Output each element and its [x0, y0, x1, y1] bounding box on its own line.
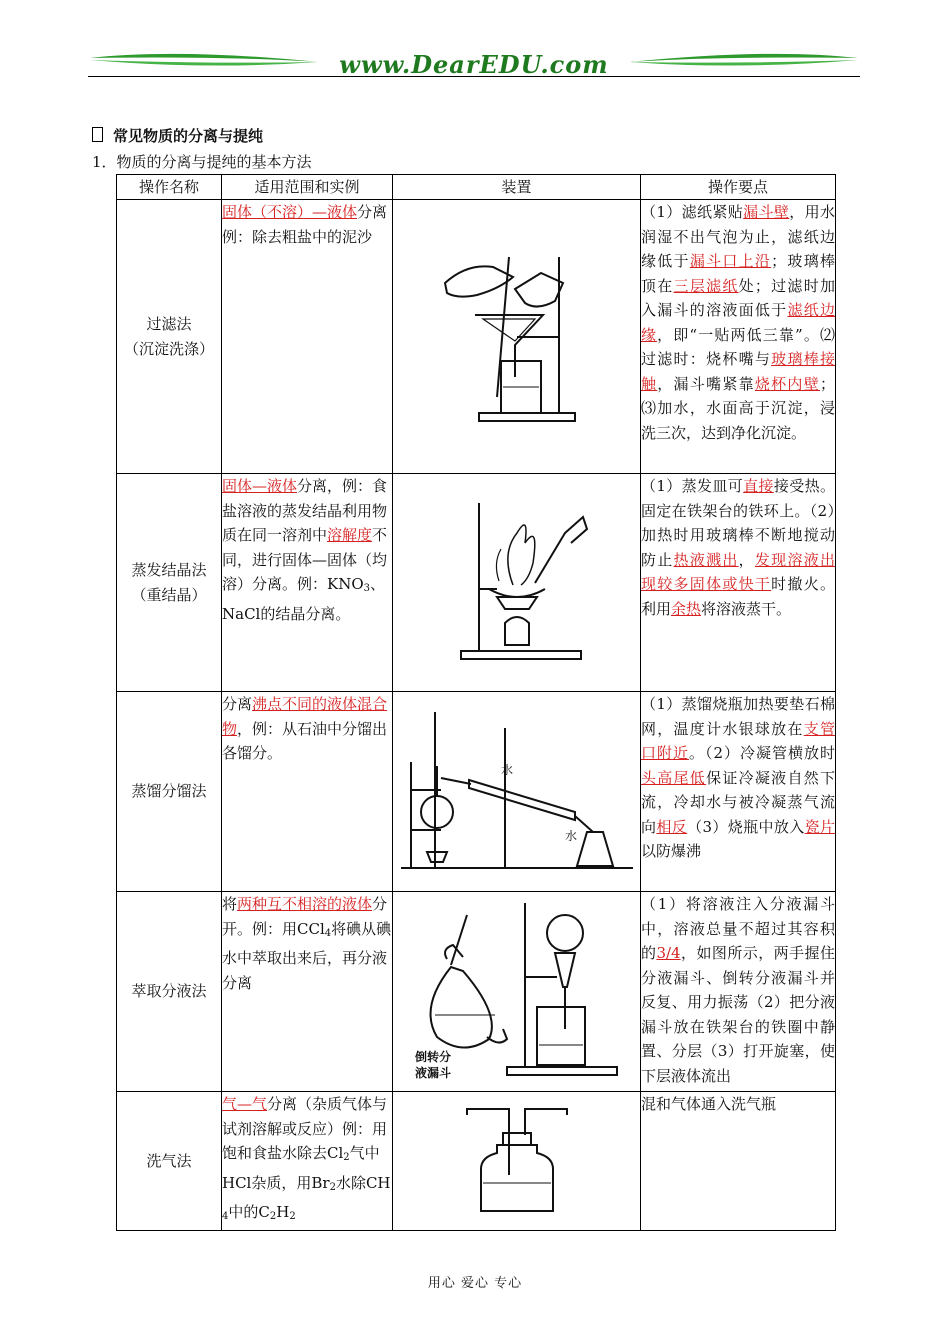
scope-cell [222, 892, 393, 1092]
text-run: 接受热。固定在铁架台的铁环上。（2）加热时用玻璃棒不断地搅动防止 [641, 477, 835, 569]
highlight-term: 溶解度 [327, 526, 373, 544]
highlight-term: 3/4 [656, 944, 681, 962]
text-run: ，漏斗嘴紧靠 [657, 374, 755, 393]
text-run: 。（2）冷凝管横放时 [689, 744, 835, 762]
text-run: 将 [222, 895, 238, 913]
text-run: （1）滤纸紧贴 [641, 203, 744, 221]
site-logo[interactable]: www.DearEDU.com [339, 50, 609, 79]
text-run: （1）将溶液注入分液漏斗中，溶液总量不超过其容积的 [641, 895, 835, 962]
table-header-row [117, 175, 836, 200]
text-run: 保证冷凝液自然下流，冷却水与被冷凝蒸气流向 [641, 768, 835, 836]
text-run: （1）蒸发皿可 [641, 477, 744, 495]
highlight-term: 漏斗口上沿 [689, 252, 772, 270]
column-header: 装置 [393, 175, 641, 200]
text-run: 时撤火。利用 [641, 575, 835, 618]
device-cell [393, 1092, 641, 1231]
text-run: ；玻璃棒顶在 [641, 252, 835, 295]
funnel-label-line1: 倒转分 [414, 1049, 451, 1064]
text-run: 分离（杂质气体与试剂溶解或反应）例：用饱和食盐水除去Cl [222, 1095, 388, 1162]
highlight-term: 头高尾低 [641, 768, 707, 787]
text-run: 分离，例：食盐溶液的蒸发结晶利用物质在同一溶剂中 [222, 477, 388, 544]
method-name-note: （沉淀洗涤） [123, 339, 214, 358]
points-cell [641, 692, 836, 892]
scope-cell [222, 474, 393, 692]
water-outlet-label: 水 [564, 828, 577, 843]
method-name: 蒸发结晶法 [131, 561, 207, 579]
evaporation-apparatus-image [417, 493, 617, 673]
method-name: 蒸馏分馏法 [131, 782, 207, 801]
text-run: 、NaCl的结晶分离。 [222, 575, 386, 623]
method-name-cell [117, 892, 222, 1092]
highlight-term: 余热 [671, 599, 702, 618]
table-row [117, 474, 836, 692]
text-run: （1）蒸馏烧瓶加热要垫石棉网，温度计水银球放在 [641, 695, 835, 738]
method-name: 萃取分液法 [131, 982, 207, 1001]
text-run: （3）烧瓶中放入 [687, 817, 805, 836]
subscript: 2 [329, 1181, 336, 1193]
highlight-term: 漏斗壁 [743, 203, 790, 221]
section-title-text: 常见物质的分离与提纯 [113, 127, 264, 145]
highlight-term: 烧杯内壁 [754, 374, 820, 393]
highlight-term: 两种互不相溶的液体 [237, 895, 373, 913]
method-name-cell [117, 200, 222, 474]
highlight-term: 热液溅出 [673, 550, 739, 569]
device-cell [393, 892, 641, 1092]
text-run: 分开。例：用CCl [222, 895, 388, 938]
method-name-cell [117, 1092, 222, 1231]
scope-cell [222, 1092, 393, 1231]
highlight-term: 气—气 [222, 1095, 268, 1113]
text-run: 将碘从碘水中萃取出来后，再分液分离 [222, 919, 392, 992]
points-cell [641, 474, 836, 692]
method-name-note: （重结晶） [131, 585, 207, 604]
highlight-term: 滤纸边缘 [641, 301, 835, 344]
device-cell [393, 200, 641, 474]
column-header: 操作要点 [641, 175, 836, 200]
site-header [88, 44, 860, 84]
text-run: 分离例：除去粗盐中的泥沙 [222, 203, 388, 246]
method-name-cell [117, 692, 222, 892]
points-cell [641, 200, 836, 474]
table-row [117, 200, 836, 474]
highlight-term: 直接 [743, 477, 774, 495]
points-cell [641, 1092, 836, 1231]
text-run: 处；过滤时加入漏斗的溶液面低于 [641, 276, 835, 319]
highlight-term: 固体（不溶）—液体 [222, 203, 358, 221]
highlight-term: 沸点不同的液体混合物 [222, 695, 388, 738]
highlight-term: 三层滤纸 [673, 276, 739, 295]
text-run: 气中HCl杂质，用Br [222, 1144, 380, 1192]
water-inlet-label: 水 [500, 762, 513, 777]
text-run: 不同，进行固体—固体（均溶）分离。例：KNO [222, 526, 388, 593]
header-rule [88, 76, 860, 77]
text-run: 将溶液蒸干。 [701, 599, 792, 618]
highlight-term: 玻璃棒接触 [641, 350, 835, 393]
highlight-term: 固体—液体 [222, 477, 298, 495]
column-header: 操作名称 [117, 175, 222, 200]
highlight-term: 发现溶液出现较多固体或快干 [641, 550, 835, 593]
text-run: ，例：从石油中分馏出各馏分。 [222, 719, 388, 762]
text-run: ，用水润湿不出气泡为止，滤纸边缘低于 [641, 203, 835, 270]
subscript: 2 [343, 1152, 350, 1163]
text-run: 混和气体通入洗气瓶 [641, 1095, 777, 1113]
text-run: 以防爆沸 [641, 842, 702, 860]
checkbox-bullet-icon [92, 127, 103, 142]
section-title [92, 125, 263, 146]
text-run: ，即“一贴两低三靠”。⑵过滤时：烧杯嘴与 [641, 325, 835, 368]
subtitle: 1．物质的分离与提纯的基本方法 [92, 153, 312, 171]
text-run: ；⑶加水，水面高于沉淀，浸洗三次，达到净化沉淀。 [641, 374, 835, 442]
subscript: 2 [269, 1211, 277, 1222]
gas-washing-bottle-image [457, 1105, 577, 1217]
column-header: 适用范围和实例 [222, 175, 393, 200]
distillation-apparatus-image [397, 702, 637, 882]
method-name: 洗气法 [146, 1151, 192, 1170]
table-row [117, 692, 836, 892]
device-cell [393, 474, 641, 692]
method-name-cell [117, 474, 222, 692]
subscript: 3 [363, 583, 371, 594]
highlight-term: 瓷片 [804, 817, 835, 836]
text-run: 中的C [228, 1203, 270, 1221]
text-run: 水除CH [335, 1173, 391, 1192]
highlight-term: 支管口附近 [641, 719, 835, 762]
subscript: 2 [289, 1211, 296, 1222]
funnel-label-line2: 液漏斗 [414, 1065, 451, 1080]
page-footer: 用心 爱心 专心 [427, 1276, 523, 1291]
subscript: 4 [324, 927, 332, 939]
methods-table [116, 174, 836, 1231]
device-cell [393, 692, 641, 892]
highlight-term: 相反 [656, 817, 688, 836]
subscript: 4 [222, 1211, 229, 1222]
table-row [117, 1092, 836, 1231]
text-run: 分离 [222, 695, 253, 713]
scope-cell [222, 692, 393, 892]
method-name: 过滤法 [146, 315, 192, 333]
points-cell [641, 892, 836, 1092]
text-run: ， [738, 550, 755, 569]
text-run: ，如图所示，两手握住分液漏斗、倒转分液漏斗并反复、用力振荡（2）把分液漏斗放在铁架台的铁圈中静置、分层（3）打开旋塞，使下层液体流出 [641, 944, 835, 1085]
table-row [117, 892, 836, 1092]
filtration-apparatus-image [417, 237, 617, 437]
separatory-funnel-image [407, 897, 627, 1087]
text-run: H [276, 1203, 290, 1221]
scope-cell [222, 200, 393, 474]
